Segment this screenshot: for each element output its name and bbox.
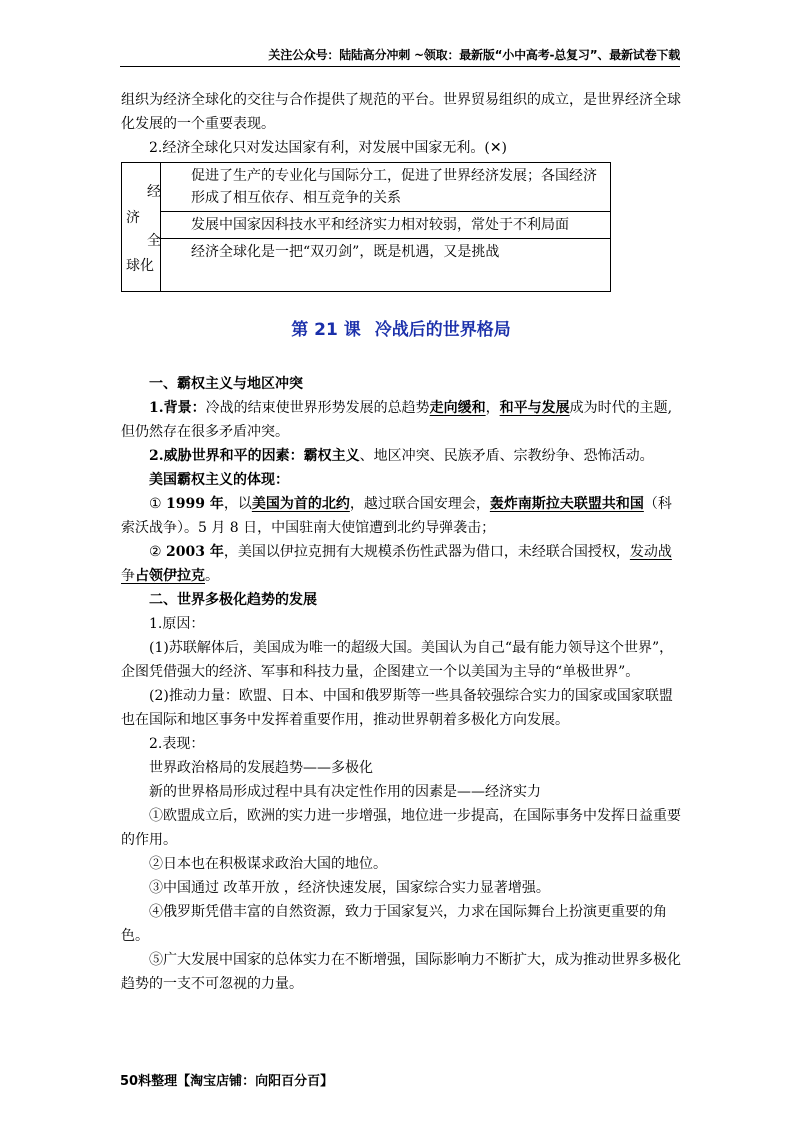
side-char-2: 济 (126, 210, 140, 226)
key-term: 走向缓和 (429, 400, 486, 416)
point-5: ⑤广大发展中国家的总体实力在不断增强，国际影响力不断扩大，成为推动世界多极化趋势的一支不可忽视的力量。 (121, 952, 681, 992)
cause-1: (1)苏联解体后，美国成为唯一的超级大国。美国认为自己“最有能力领导这个世界”，企图凭借强大的经济、军事和科技力量，企图建立一个以美国为主导的“单极世界”。 (121, 640, 674, 680)
point-4: ④俄罗斯凭借丰富的自然资源，致力于国家复兴，力求在国际舞台上扮演更重要的角色。 (121, 904, 667, 944)
text: 成为时代的主题,但仍然存在很多矛盾冲突。 (121, 400, 673, 440)
us-hegemony-heading: 美国霸权主义的体现： (149, 472, 289, 488)
intro-paragraph: 组织为经济全球化的交往与合作提供了规范的平台。世界贸易组织的成立，是世界经济全球化发展的一个重要表现。 (121, 92, 681, 132)
text: ，越过联合国安理会， (349, 496, 490, 512)
key-term: 占领伊拉克 (135, 568, 205, 584)
text: 冷战的结束使世界形势发展的总趋势 (205, 400, 430, 416)
point-2: ②日本也在积极谋求政治大国的地位。 (149, 856, 387, 872)
globalization-table (121, 162, 611, 292)
key-term: 美国为首的北约 (251, 496, 350, 512)
threat-paragraph (121, 444, 681, 468)
page-footer: 50料整理【淘宝店铺：向阳百分百】 (120, 1074, 334, 1089)
cause-2: (2)推动力量：欧盟、日本、中国和俄罗斯等一些具备较强综合实力的国家或国家联盟也在国际和地区事务中发挥着重要作用，推动世界朝着多极化方向发展。 (121, 688, 673, 728)
key-term: 和平与发展 (499, 400, 570, 416)
key-term: 发动战争 (121, 544, 672, 584)
table-row: 促进了生产的专业化与国际分工，促进了世界经济发展；各国经济形成了相互依存、相互竞争的关系 (161, 163, 611, 212)
cause-label: 1.原因： (149, 616, 205, 632)
point-3: ③中国通过 改革开放 ，经济快速发展，国家综合实力显著增强。 (149, 880, 550, 896)
key-term: 霸权主义 (303, 448, 360, 464)
text: 、地区冲突、民族矛盾、宗教纷争、恐怖活动。 (359, 448, 654, 464)
trend-line: 世界政治格局的发展趋势——多极化 (149, 760, 373, 776)
text: ， (485, 400, 500, 416)
section-heading-2: 二、世界多极化趋势的发展 (149, 592, 317, 608)
key-term: 轰炸南斯拉夫联盟共和国 (489, 496, 644, 512)
side-char-1: 经 (147, 184, 161, 200)
event-2003 (121, 540, 681, 588)
event-1999 (121, 492, 681, 540)
table-row: 经济全球化是一把“双刃剑”，既是机遇，又是挑战 (161, 239, 611, 292)
page-content (121, 88, 681, 996)
judgement-statement: 2.经济全球化只对发达国家有利，对发展中国家无利。(✕) (149, 140, 508, 156)
marker: ② (149, 544, 167, 560)
manifestation-label: 2.表现： (149, 736, 205, 752)
section-heading-1: 一、霸权主义与地区冲突 (149, 376, 303, 392)
marker: ① (149, 496, 167, 512)
table-side-label (122, 163, 161, 292)
text: （科索沃战争）。5 月 8 日，中国驻南大使馆遭到北约导弹袭击； (121, 496, 672, 536)
point-1: ①欧盟成立后，欧洲的实力进一步增强，地位进一步提高，在国际事务中发挥日益重要的作用。 (121, 808, 681, 848)
factor-line: 新的世界格局形成过程中具有决定性作用的因素是——经济实力 (149, 784, 541, 800)
table-row: 发展中国家因科技水平和经济实力相对较弱，常处于不利局面 (161, 212, 611, 239)
year: 2003 年 (166, 544, 224, 560)
label: 1.背景： (149, 400, 206, 416)
text: ，美国以伊拉克拥有大规模杀伤性武器为借口，未经联合国授权， (223, 544, 630, 560)
lesson-number: 第 21 课 (291, 320, 361, 340)
year: 1999 年 (166, 496, 224, 512)
side-char-4: 球化 (126, 258, 154, 274)
label: 2.威胁世界和平的因素： (149, 448, 304, 464)
text: 。 (205, 568, 219, 584)
text: ，以 (223, 496, 252, 512)
side-char-3: 全 (147, 233, 161, 249)
lesson-name: 冷战后的世界格局 (374, 320, 511, 340)
lesson-title (121, 318, 681, 342)
background-paragraph (121, 396, 681, 444)
page-header: 关注公众号：陆陆高分冲刺 ~领取：最新版“小中高考-总复习”、最新试卷下载 (120, 46, 680, 67)
